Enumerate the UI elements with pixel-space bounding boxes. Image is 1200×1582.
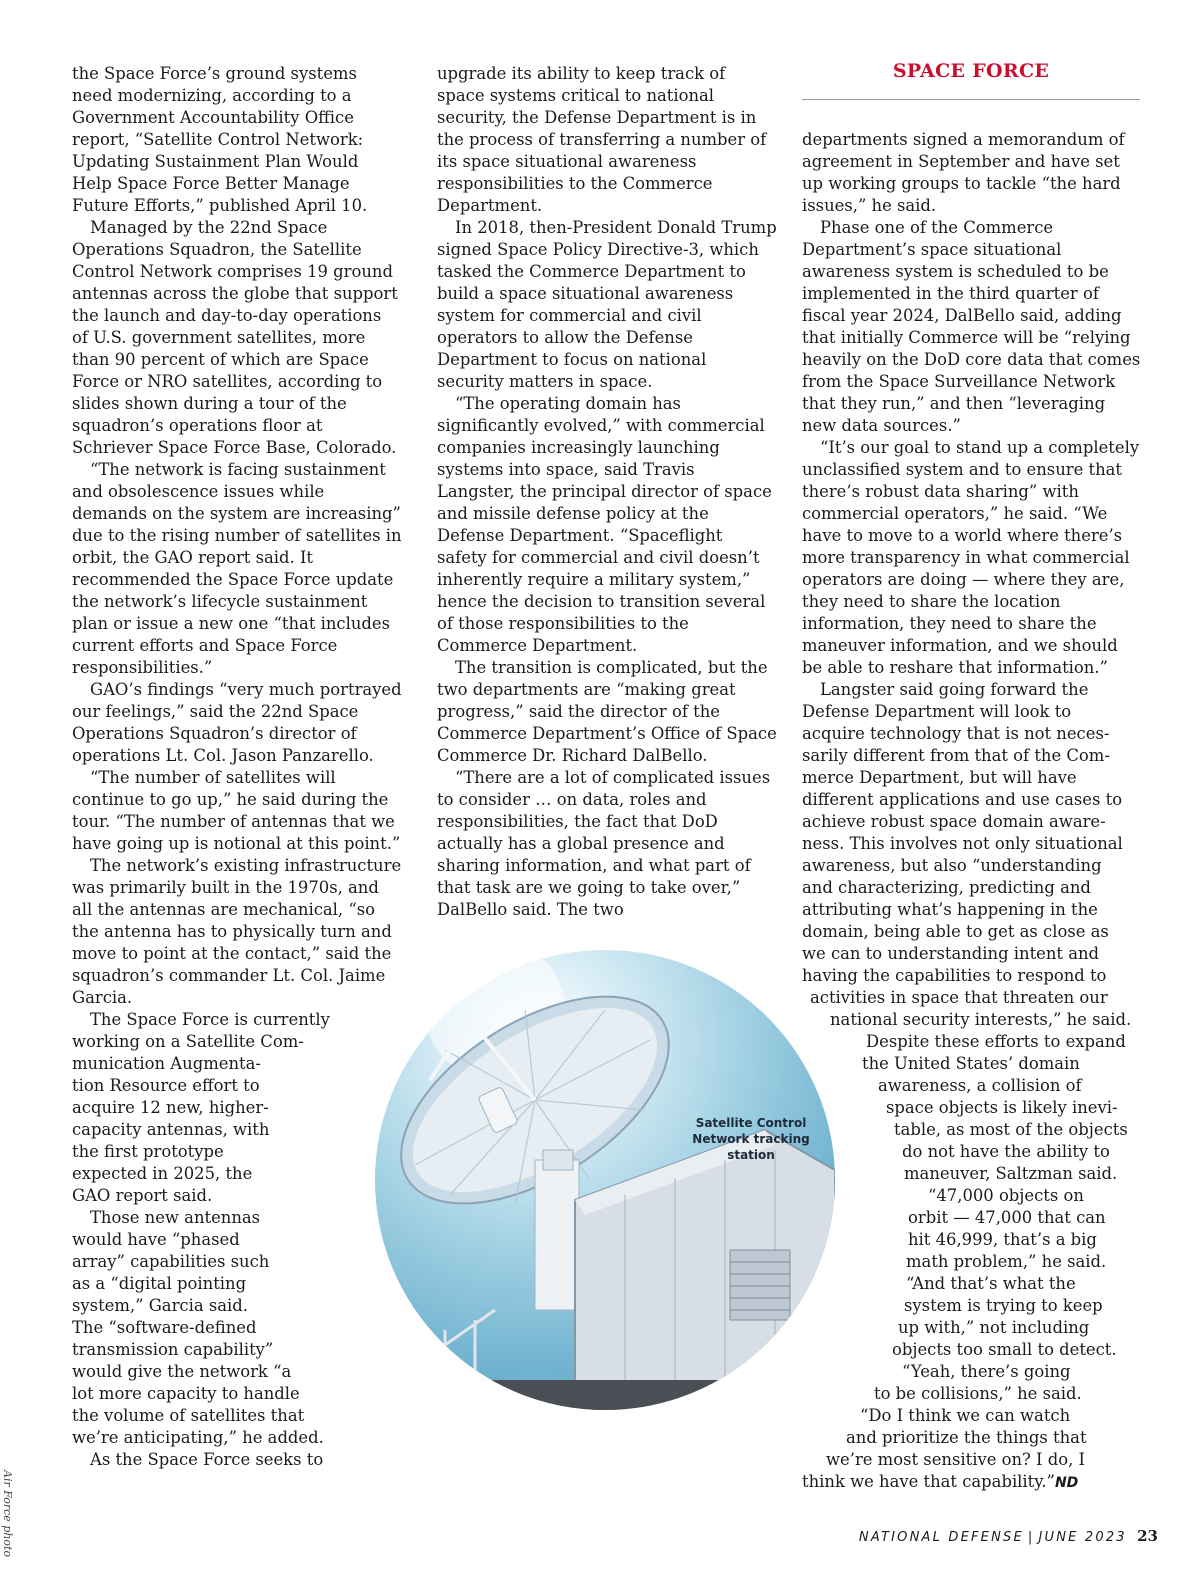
text-line: merce Department, but will have <box>802 768 1077 787</box>
text-line: system,” Garcia said. <box>72 1296 248 1315</box>
paragraph: “The operating domain has significantly evolved,” with commercial companies increasingly launching systems into space, said Travis Langster, the principal director of space and missile defense policy at the Defense Department. “Spaceflight safety for commercial and civil doesn’t inherently require a military system,” hence the decision to transition several of those responsibilities to the Commerce Department. <box>437 394 772 655</box>
text-line: working on a Satellite Com- <box>72 1032 304 1051</box>
text-line: to be collisions,” he said. <box>874 1384 1082 1403</box>
page-number: 23 <box>1137 1527 1158 1545</box>
text-line: awareness, a collision of <box>878 1076 1082 1095</box>
paragraph: the Space Force’s ground systems need modernizing, according to a Government Accountability Office report, “Satellite Control Network: Updating Sustainment Plan Would Help Space Force Better Manage Future Efforts,” published April 10. <box>72 64 368 215</box>
text-line: system is trying to keep <box>904 1296 1103 1315</box>
text-line: space objects is likely inevi- <box>886 1098 1118 1117</box>
text-line: having the capabilities to respond to <box>802 966 1107 985</box>
text-line: Despite these efforts to expand <box>866 1032 1126 1051</box>
footer-separator: | <box>1027 1530 1035 1545</box>
text-line: orbit — 47,000 that can <box>908 1208 1106 1227</box>
paragraph <box>72 1009 402 1207</box>
issue-date: JUNE 2023 <box>1038 1530 1127 1545</box>
text-line: GAO report said. <box>72 1186 213 1205</box>
text-line: table, as most of the objects <box>894 1120 1128 1139</box>
text-line: Langster said going forward the <box>820 680 1089 699</box>
text-line: “And that’s what the <box>906 1274 1076 1293</box>
text-line: ness. This involves not only situational <box>802 834 1123 853</box>
text-line: national security interests,” he said. <box>830 1010 1132 1029</box>
section-tag: SPACE FORCE <box>892 60 1050 82</box>
paragraph <box>802 1185 1142 1361</box>
text-line: munication Augmenta- <box>72 1054 261 1073</box>
text-line: up with,” not including <box>898 1318 1090 1337</box>
text-line: transmission capability” <box>72 1340 274 1359</box>
text-line: do not have the ability to <box>902 1142 1110 1161</box>
end-mark: ND <box>1054 1475 1079 1491</box>
paragraph <box>802 679 1142 1031</box>
paragraph: GAO’s findings “very much portrayed our feelings,” said the 22nd Space Operations Squadron’s director of operations Lt. Col. Jason Panzarello. <box>72 680 402 765</box>
text-line: math problem,” he said. <box>906 1252 1107 1271</box>
text-line: we’re anticipating,” he added. <box>72 1428 324 1447</box>
paragraph: In 2018, then-President Donald Trump signed Space Policy Directive-3, which tasked the Commerce Department to build a space situational awareness system for commercial and civil operators to allow the Defense Department to focus on national security matters in space. <box>437 218 777 391</box>
article-column-1 <box>72 63 402 1471</box>
text-line: as a “digital pointing <box>72 1274 247 1293</box>
text-line: acquire 12 new, higher- <box>72 1098 269 1117</box>
text-line: activities in space that threaten our <box>810 988 1108 1007</box>
text-line: the United States’ domain <box>862 1054 1080 1073</box>
photo-credit: Air Force photo <box>1 1470 14 1558</box>
text-line: the volume of satellites that <box>72 1406 305 1425</box>
text-line: different applications and use cases to <box>802 790 1123 809</box>
text-line: capacity antennas, with <box>72 1120 270 1139</box>
publication-name: NATIONAL DEFENSE <box>858 1530 1024 1545</box>
text-line: “Do I think we can watch <box>860 1406 1071 1425</box>
text-line: think we have that capability.”ND <box>802 1472 1079 1491</box>
satellite-station-photo <box>375 950 835 1410</box>
paragraph: Managed by the 22nd Space Operations Squadron, the Satellite Control Network comprises 19 ground antennas across the globe that support the launch and day-to-day operations of U.S. government satellites, more than 90 percent of which are Space Force or NRO satellites, according to slides shown during a tour of the squadron’s operations floor at Schriever Space Force Base, Colorado. <box>72 218 398 457</box>
text-line: expected in 2025, the <box>72 1164 253 1183</box>
article-column-3 <box>802 129 1142 1494</box>
text-line: The Space Force is currently <box>90 1010 330 1029</box>
paragraph: The transition is complicated, but the two departments are “making great progress,” said the director of the Commerce Department’s Office of Space Commerce Dr. Richard DalBello. <box>437 658 777 765</box>
text-line: The “software-defined <box>72 1318 257 1337</box>
paragraph: Phase one of the Commerce Department’s space situational awareness system is scheduled to be implemented in the third quarter of fiscal year 2024, DalBello said, adding that initially Commerce will be “relying heavily on the DoD core data that comes from the Space Surveillance Network that they run,” and then “leveraging new data sources.” <box>802 218 1141 435</box>
text-line: Those new antennas <box>90 1208 261 1227</box>
paragraph <box>72 1449 402 1471</box>
text-line: “47,000 objects on <box>928 1186 1084 1205</box>
text-line: tion Resource effort to <box>72 1076 260 1095</box>
text-line: awareness, but also “understanding <box>802 856 1102 875</box>
section-divider <box>802 99 1140 100</box>
wrapped-paragraphs <box>802 679 1142 1494</box>
text-line: array” capabilities such <box>72 1252 270 1271</box>
photo-caption: Satellite Control Network tracking station <box>692 1116 810 1162</box>
paragraph: upgrade its ability to keep track of space systems critical to national security, the Defense Department is in the process of transferring a number of its space situational awareness responsibilities to the Commerce Department. <box>437 64 767 215</box>
text-line: “Yeah, there’s going <box>902 1362 1071 1381</box>
text-line: would have “phased <box>72 1230 240 1249</box>
paragraph: departments signed a memorandum of agreement in September and have set up working groups to tackle “the hard issues,” he said. <box>802 130 1125 215</box>
paragraph: “It’s our goal to stand up a completely unclassified system and to ensure that there’s robust data sharing” with commercial operators,” he said. “We have to move to a world where there’s more transparency in what commercial operators are doing — where they are, they need to share the location information, they need to share the maneuver information, and we should be able to reshare that information.” <box>802 438 1140 677</box>
text-line: we’re most sensitive on? I do, I <box>826 1450 1085 1469</box>
text-line: domain, being able to get as close as <box>802 922 1109 941</box>
paragraph: “The network is facing sustainment and obsolescence issues while demands on the system are increasing” due to the rising number of satellites in orbit, the GAO report said. It recommended the Space Force update the network’s lifecycle sustainment plan or issue a new one “that includes current efforts and Space Force responsibilities.” <box>72 460 402 677</box>
text-line: attributing what’s happening in the <box>802 900 1098 919</box>
paragraph <box>802 1405 1142 1494</box>
paragraph: The network’s existing infrastructure was primarily built in the 1970s, and all the antennas are mechanical, “so the antenna has to physically turn and move to point at the contact,” said the squadron’s commander Lt. Col. Jaime Garcia. <box>72 856 402 1007</box>
text-line: and prioritize the things that <box>846 1428 1087 1447</box>
paragraph <box>72 1207 402 1449</box>
text-line: objects too small to detect. <box>892 1340 1117 1359</box>
text-line: Defense Department will look to <box>802 702 1072 721</box>
antenna-illustration <box>375 950 835 1410</box>
text-line: the first prototype <box>72 1142 224 1161</box>
text-line: As the Space Force seeks to <box>90 1450 324 1469</box>
text-line: achieve robust space domain aware- <box>802 812 1106 831</box>
page-footer <box>859 1527 1158 1545</box>
wrapped-paragraphs <box>72 1009 402 1471</box>
paragraph <box>802 1361 1142 1405</box>
article-column-2 <box>437 63 777 921</box>
text-line: maneuver, Saltzman said. <box>904 1164 1118 1183</box>
text-line: sarily different from that of the Com- <box>802 746 1110 765</box>
paragraph: “The number of satellites will continue to go up,” he said during the tour. “The number of antennas that we have going up is notional at this point.” <box>72 768 401 853</box>
paragraph <box>802 1031 1142 1185</box>
text-line: lot more capacity to handle <box>72 1384 300 1403</box>
paragraph: “There are a lot of complicated issues to consider … on data, roles and responsibilities, the fact that DoD actually has a global presence and sharing information, and what part of that task are we going to take over,” DalBello said. The two <box>437 768 771 919</box>
text-line: we can to understanding intent and <box>802 944 1100 963</box>
text-line: acquire technology that is not neces- <box>802 724 1110 743</box>
text-line: would give the network “a <box>72 1362 292 1381</box>
text-line: and characterizing, predicting and <box>802 878 1091 897</box>
text-line: hit 46,999, that’s a big <box>908 1230 1097 1249</box>
